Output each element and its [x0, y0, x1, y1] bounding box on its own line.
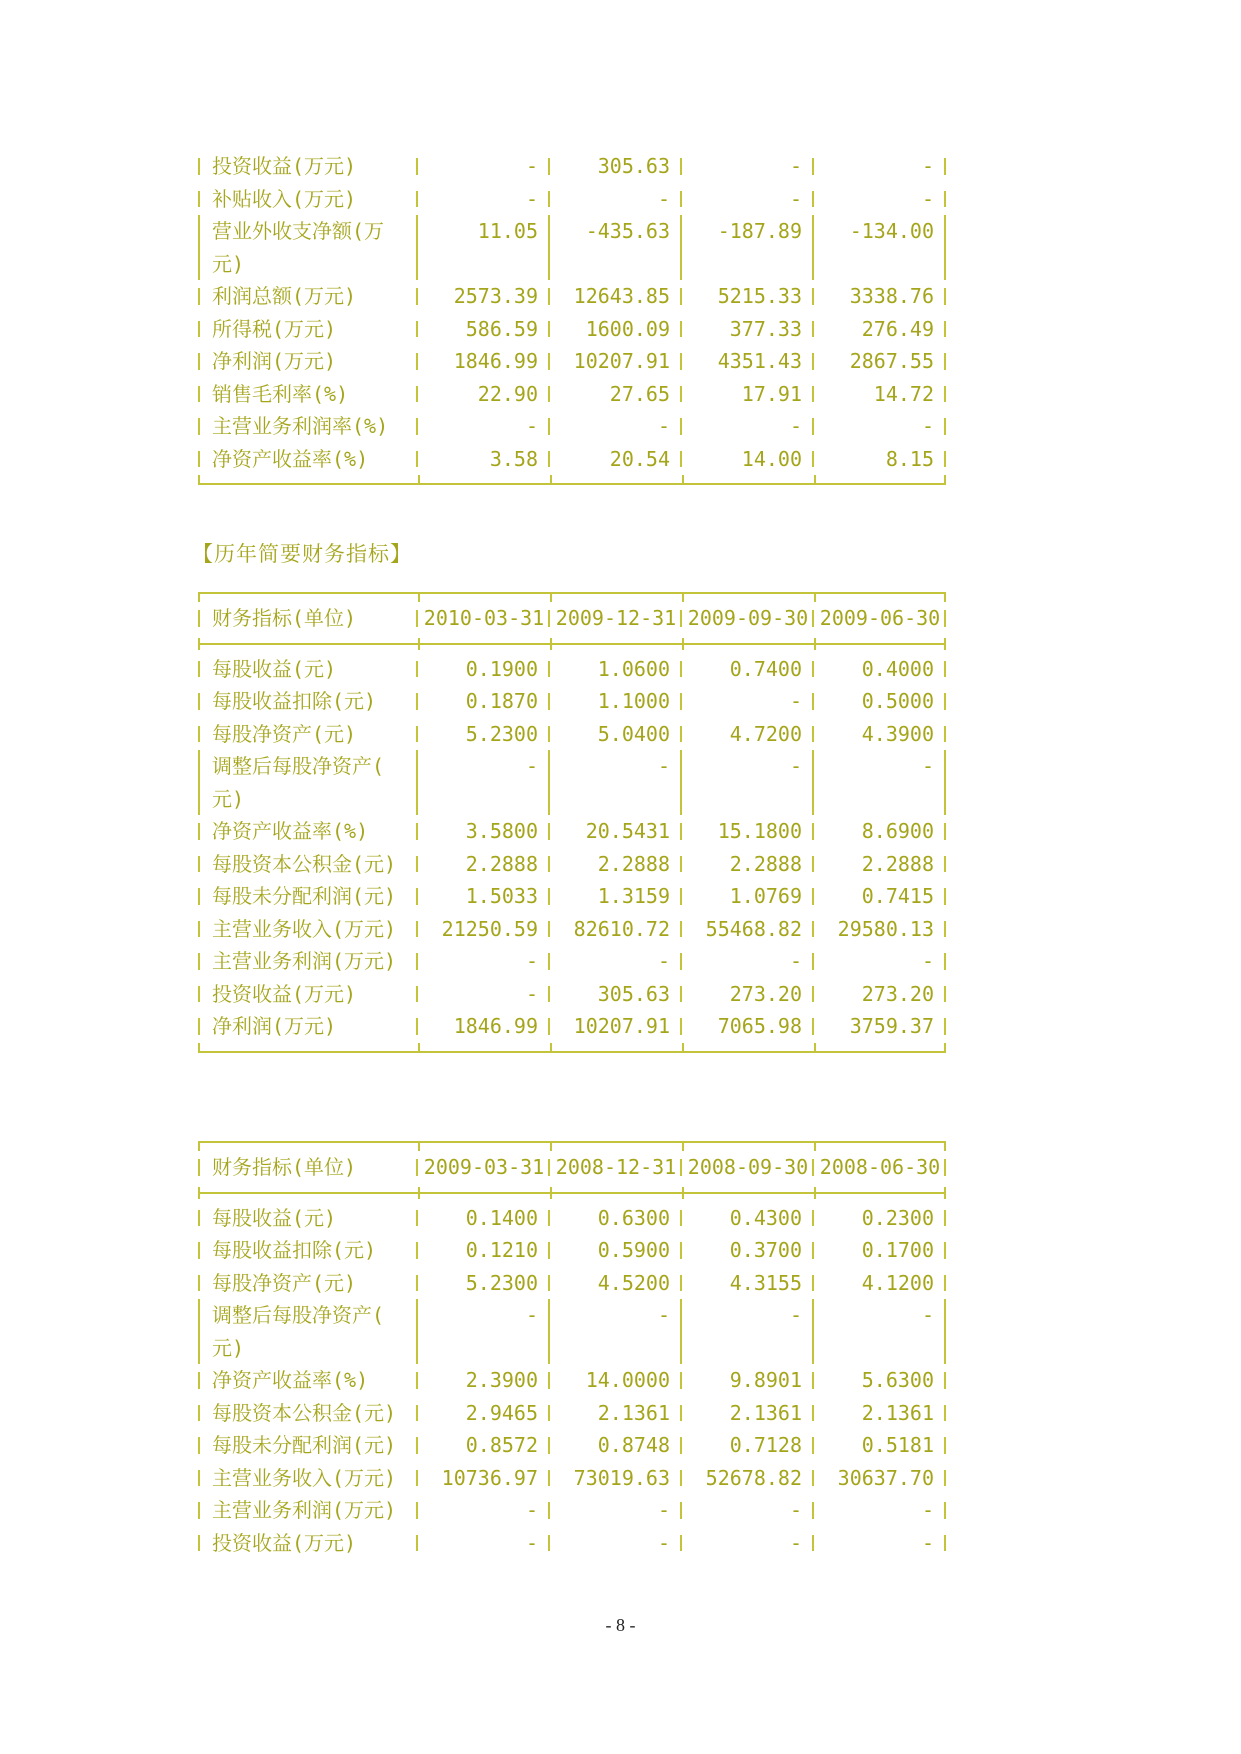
row-label: 元): [198, 248, 418, 281]
table-rule-top: [198, 1133, 946, 1151]
table-row: [198, 880, 946, 913]
value-cell: -187.89: [682, 215, 814, 248]
table-row: [198, 248, 946, 281]
value-cell: -: [682, 1494, 814, 1527]
table-row: [198, 848, 946, 881]
value-cell: [550, 1332, 682, 1365]
table-row: [198, 183, 946, 216]
value-cell: -: [682, 685, 814, 718]
value-cell: 377.33: [682, 313, 814, 346]
header-cell-date: 2008-06-30: [814, 1151, 946, 1184]
header-cell-date: 2008-12-31: [550, 1151, 682, 1184]
value-cell: 1.1000: [550, 685, 682, 718]
value-cell: 20.5431: [550, 815, 682, 848]
value-cell: -: [682, 410, 814, 443]
table-row: [198, 1332, 946, 1365]
value-cell: -: [682, 183, 814, 216]
row-label: 补贴收入(万元): [198, 183, 418, 216]
row-label: 每股收益扣除(元): [198, 1234, 418, 1267]
header-cell-date: 2009-06-30: [814, 602, 946, 635]
table-row: [198, 685, 946, 718]
value-cell: -: [814, 150, 946, 183]
value-cell: 0.1400: [418, 1202, 550, 1235]
table-row: [198, 750, 946, 783]
value-cell: 0.4300: [682, 1202, 814, 1235]
row-label: 净利润(万元): [198, 1010, 418, 1043]
row-label: 所得税(万元): [198, 313, 418, 346]
row-label: 主营业务收入(万元): [198, 913, 418, 946]
value-cell: 1.0769: [682, 880, 814, 913]
header-cell-date: 2009-03-31: [418, 1151, 550, 1184]
value-cell: 10207.91: [550, 345, 682, 378]
value-cell: 1600.09: [550, 313, 682, 346]
table-row: [198, 215, 946, 248]
value-cell: 73019.63: [550, 1462, 682, 1495]
value-cell: 21250.59: [418, 913, 550, 946]
value-cell: 5.2300: [418, 718, 550, 751]
value-cell: [814, 783, 946, 816]
value-cell: 273.20: [814, 978, 946, 1011]
table-row: [198, 1202, 946, 1235]
value-cell: [418, 1332, 550, 1365]
value-cell: -: [682, 1299, 814, 1332]
value-cell: -: [418, 410, 550, 443]
value-cell: -: [682, 1527, 814, 1560]
section-title: 【历年简要财务指标】: [192, 542, 412, 566]
value-cell: 2.2888: [550, 848, 682, 881]
row-label: 投资收益(万元): [198, 978, 418, 1011]
row-label: 营业外收支净额(万: [198, 215, 418, 248]
table-row: [198, 978, 946, 1011]
row-label: 主营业务收入(万元): [198, 1462, 418, 1495]
table-row: [198, 280, 946, 313]
row-label: 每股净资产(元): [198, 1267, 418, 1300]
value-cell: -: [550, 1494, 682, 1527]
value-cell: 0.1700: [814, 1234, 946, 1267]
table-row: [198, 783, 946, 816]
table-row: [198, 1267, 946, 1300]
table-row: [198, 815, 946, 848]
table-rule-top: [198, 584, 946, 602]
header-cell-date: 2010-03-31: [418, 602, 550, 635]
value-cell: 3.58: [418, 443, 550, 476]
value-cell: -: [550, 945, 682, 978]
table-row: [198, 345, 946, 378]
row-label: 每股收益扣除(元): [198, 685, 418, 718]
value-cell: 586.59: [418, 313, 550, 346]
row-label: 每股未分配利润(元): [198, 880, 418, 913]
header-cell-date: 2008-09-30: [682, 1151, 814, 1184]
value-cell: -: [418, 978, 550, 1011]
row-label: 调整后每股净资产(: [198, 750, 418, 783]
table-row: [198, 1494, 946, 1527]
value-cell: 5.6300: [814, 1364, 946, 1397]
header-cell-date: 2009-12-31: [550, 602, 682, 635]
value-cell: 1.3159: [550, 880, 682, 913]
table-row: [198, 1527, 946, 1560]
value-cell: 4.3900: [814, 718, 946, 751]
profit-table-continued: [198, 150, 946, 493]
value-cell: -: [550, 1299, 682, 1332]
table-header-row: [198, 602, 946, 635]
table-row: [198, 150, 946, 183]
value-cell: 2867.55: [814, 345, 946, 378]
value-cell: 3338.76: [814, 280, 946, 313]
row-label: 主营业务利润(万元): [198, 945, 418, 978]
row-label: 每股资本公积金(元): [198, 1397, 418, 1430]
value-cell: 22.90: [418, 378, 550, 411]
value-cell: -: [550, 410, 682, 443]
row-label: 利润总额(万元): [198, 280, 418, 313]
row-label: 每股净资产(元): [198, 718, 418, 751]
row-label: 每股收益(元): [198, 1202, 418, 1235]
table-row: [198, 913, 946, 946]
row-label: 净资产收益率(%): [198, 443, 418, 476]
table-row: [198, 1429, 946, 1462]
row-label: 净利润(万元): [198, 345, 418, 378]
table-row: [198, 1364, 946, 1397]
table-row: [198, 410, 946, 443]
value-cell: 7065.98: [682, 1010, 814, 1043]
row-label: 投资收益(万元): [198, 150, 418, 183]
value-cell: 0.5900: [550, 1234, 682, 1267]
value-cell: -: [418, 150, 550, 183]
value-cell: 30637.70: [814, 1462, 946, 1495]
financial-indicators-table-2009-2010: [198, 584, 946, 1061]
value-cell: -: [418, 183, 550, 216]
value-cell: 15.1800: [682, 815, 814, 848]
value-cell: 0.2300: [814, 1202, 946, 1235]
value-cell: 4.7200: [682, 718, 814, 751]
value-cell: -: [814, 410, 946, 443]
table-rule-mid: [198, 635, 946, 653]
value-cell: 0.1870: [418, 685, 550, 718]
row-label: 主营业务利润率(%): [198, 410, 418, 443]
value-cell: 5215.33: [682, 280, 814, 313]
value-cell: 1.5033: [418, 880, 550, 913]
value-cell: -: [814, 1527, 946, 1560]
value-cell: 10207.91: [550, 1010, 682, 1043]
value-cell: 305.63: [550, 150, 682, 183]
value-cell: 5.0400: [550, 718, 682, 751]
row-label: 每股收益(元): [198, 653, 418, 686]
value-cell: 8.15: [814, 443, 946, 476]
row-label: 元): [198, 783, 418, 816]
value-cell: 4.5200: [550, 1267, 682, 1300]
value-cell: 273.20: [682, 978, 814, 1011]
row-label: 销售毛利率(%): [198, 378, 418, 411]
value-cell: [814, 1332, 946, 1365]
value-cell: 14.72: [814, 378, 946, 411]
value-cell: 0.1900: [418, 653, 550, 686]
value-cell: 2.1361: [682, 1397, 814, 1430]
table-rule-mid: [198, 1184, 946, 1202]
value-cell: 0.7128: [682, 1429, 814, 1462]
value-cell: -: [418, 1299, 550, 1332]
value-cell: 29580.13: [814, 913, 946, 946]
value-cell: 2.1361: [550, 1397, 682, 1430]
value-cell: [550, 248, 682, 281]
table-row: [198, 945, 946, 978]
value-cell: -435.63: [550, 215, 682, 248]
value-cell: 4.3155: [682, 1267, 814, 1300]
value-cell: 55468.82: [682, 913, 814, 946]
value-cell: [418, 783, 550, 816]
value-cell: 2.1361: [814, 1397, 946, 1430]
row-label: 投资收益(万元): [198, 1527, 418, 1560]
value-cell: 305.63: [550, 978, 682, 1011]
value-cell: 0.6300: [550, 1202, 682, 1235]
financial-indicators-table-2008-2009: [198, 1133, 946, 1559]
value-cell: 0.5000: [814, 685, 946, 718]
value-cell: 5.2300: [418, 1267, 550, 1300]
table-row: [198, 1397, 946, 1430]
table-row: [198, 378, 946, 411]
row-label: 净资产收益率(%): [198, 1364, 418, 1397]
value-cell: 0.8748: [550, 1429, 682, 1462]
row-label: 主营业务利润(万元): [198, 1494, 418, 1527]
value-cell: -: [682, 945, 814, 978]
header-cell-label: 财务指标(单位): [198, 602, 418, 635]
value-cell: 82610.72: [550, 913, 682, 946]
value-cell: 20.54: [550, 443, 682, 476]
table-row: [198, 1299, 946, 1332]
value-cell: 14.00: [682, 443, 814, 476]
table-header-row: [198, 1151, 946, 1184]
value-cell: -: [418, 1527, 550, 1560]
value-cell: [550, 783, 682, 816]
value-cell: 0.5181: [814, 1429, 946, 1462]
value-cell: 2.3900: [418, 1364, 550, 1397]
value-cell: 4.1200: [814, 1267, 946, 1300]
value-cell: -: [550, 750, 682, 783]
value-cell: 2573.39: [418, 280, 550, 313]
value-cell: 8.6900: [814, 815, 946, 848]
table-row: [198, 718, 946, 751]
value-cell: 0.7400: [682, 653, 814, 686]
value-cell: [682, 783, 814, 816]
value-cell: 1846.99: [418, 345, 550, 378]
value-cell: 1.0600: [550, 653, 682, 686]
value-cell: 10736.97: [418, 1462, 550, 1495]
row-label: 净资产收益率(%): [198, 815, 418, 848]
value-cell: -: [418, 945, 550, 978]
value-cell: 1846.99: [418, 1010, 550, 1043]
value-cell: [682, 248, 814, 281]
row-label: 每股资本公积金(元): [198, 848, 418, 881]
value-cell: 2.2888: [418, 848, 550, 881]
value-cell: 4351.43: [682, 345, 814, 378]
value-cell: 9.8901: [682, 1364, 814, 1397]
table-row: [198, 443, 946, 476]
value-cell: 0.7415: [814, 880, 946, 913]
value-cell: 27.65: [550, 378, 682, 411]
table-row: [198, 1462, 946, 1495]
value-cell: 2.2888: [814, 848, 946, 881]
table-row: [198, 1010, 946, 1043]
value-cell: -: [814, 945, 946, 978]
value-cell: [682, 1332, 814, 1365]
header-cell-date: 2009-09-30: [682, 602, 814, 635]
table-row: [198, 313, 946, 346]
value-cell: -: [682, 750, 814, 783]
value-cell: [418, 248, 550, 281]
value-cell: 14.0000: [550, 1364, 682, 1397]
row-label: 调整后每股净资产(: [198, 1299, 418, 1332]
value-cell: -: [550, 183, 682, 216]
value-cell: -: [418, 1494, 550, 1527]
value-cell: 0.8572: [418, 1429, 550, 1462]
value-cell: [814, 248, 946, 281]
value-cell: -: [550, 1527, 682, 1560]
page-number: - 8 -: [605, 1615, 636, 1635]
value-cell: 2.2888: [682, 848, 814, 881]
value-cell: 11.05: [418, 215, 550, 248]
value-cell: -134.00: [814, 215, 946, 248]
value-cell: 0.4000: [814, 653, 946, 686]
row-label: 每股未分配利润(元): [198, 1429, 418, 1462]
table-row: [198, 1234, 946, 1267]
table-row: [198, 653, 946, 686]
value-cell: 276.49: [814, 313, 946, 346]
table-rule-bottom: [198, 1043, 946, 1061]
value-cell: 52678.82: [682, 1462, 814, 1495]
value-cell: 3759.37: [814, 1010, 946, 1043]
value-cell: -: [814, 183, 946, 216]
value-cell: 0.1210: [418, 1234, 550, 1267]
value-cell: -: [814, 750, 946, 783]
table-rule-bottom: [198, 475, 946, 493]
row-label: 元): [198, 1332, 418, 1365]
value-cell: 3.5800: [418, 815, 550, 848]
value-cell: 2.9465: [418, 1397, 550, 1430]
value-cell: -: [418, 750, 550, 783]
value-cell: 12643.85: [550, 280, 682, 313]
value-cell: -: [814, 1494, 946, 1527]
value-cell: -: [682, 150, 814, 183]
header-cell-label: 财务指标(单位): [198, 1151, 418, 1184]
value-cell: -: [814, 1299, 946, 1332]
value-cell: 17.91: [682, 378, 814, 411]
value-cell: 0.3700: [682, 1234, 814, 1267]
